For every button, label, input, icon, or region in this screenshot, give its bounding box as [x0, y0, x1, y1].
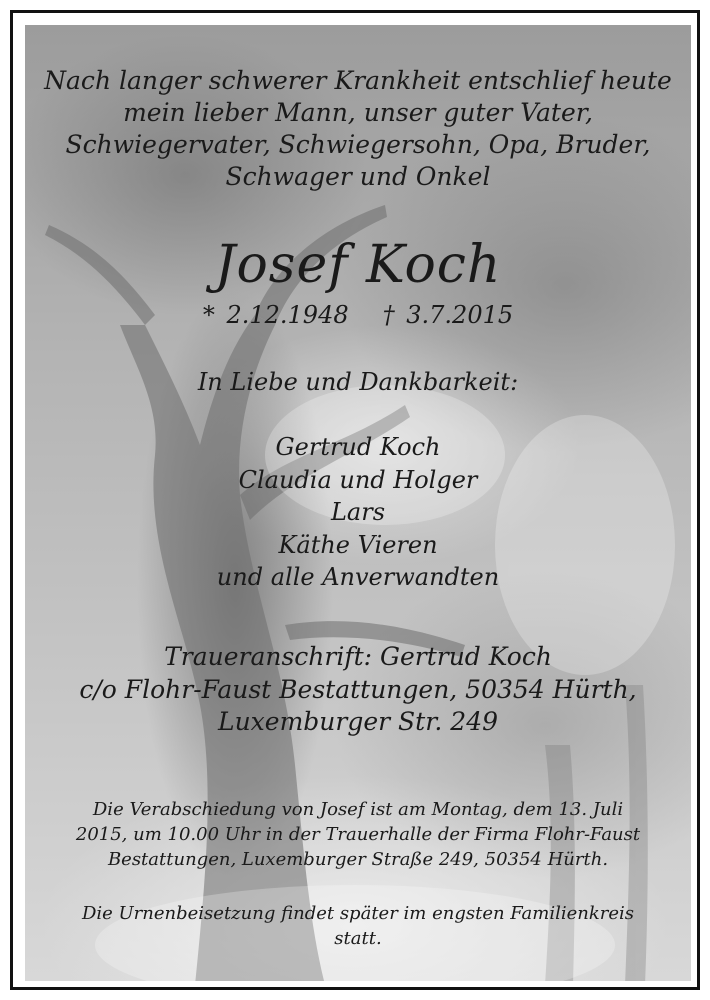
mourners-list: [25, 431, 691, 594]
notice-line: Die Urnenbeisetzung findet später im engsten Familienkreis: [81, 903, 635, 924]
mourning-address: [25, 641, 691, 739]
mourner-name: Gertrud Koch: [275, 433, 441, 461]
farewell-notice: [25, 797, 691, 872]
life-dates: [25, 300, 691, 330]
address-line: Luxemburger Str. 249: [217, 707, 499, 736]
urn-notice: [25, 901, 691, 951]
birth-date: * 2.12.1948: [202, 301, 349, 329]
address-line: Traueranschrift: Gertrud Koch: [164, 642, 552, 671]
death-date: † 3.7.2015: [382, 301, 514, 329]
intro-line: Schwager und Onkel: [225, 162, 491, 191]
address-line: c/o Flohr-Faust Bestattungen, 50354 Hürth,: [79, 674, 637, 704]
tree-background-image: [25, 25, 691, 981]
intro-line: mein lieber Mann, unser guter Vater,: [123, 98, 593, 127]
notice-line: statt.: [334, 928, 382, 949]
obituary-text: [25, 25, 691, 981]
mourner-name: Lars: [330, 498, 386, 526]
intro-line: Nach langer schwerer Krankheit entschlief heute: [44, 66, 672, 95]
intro-text: [25, 65, 691, 193]
notice-line: Bestattungen, Luxemburger Straße 249, 50354 Hürth.: [107, 849, 609, 870]
obituary-frame: [10, 10, 700, 990]
deceased-name: Josef Koch: [214, 235, 502, 295]
intro-line: Schwiegervater, Schwiegersohn, Opa, Bruder,: [65, 130, 651, 159]
thanks-heading: In Liebe und Dankbarkeit:: [197, 368, 519, 396]
mourner-name: Käthe Vieren: [278, 530, 438, 559]
mourner-name: und alle Anverwandten: [216, 563, 500, 591]
notice-line: Die Verabschiedung von Josef ist am Montag, dem 13. Juli: [92, 799, 624, 820]
notice-line: 2015, um 10.00 Uhr in der Trauerhalle der Firma Flohr-Faust: [75, 824, 641, 845]
mourner-name: Claudia und Holger: [238, 465, 478, 494]
